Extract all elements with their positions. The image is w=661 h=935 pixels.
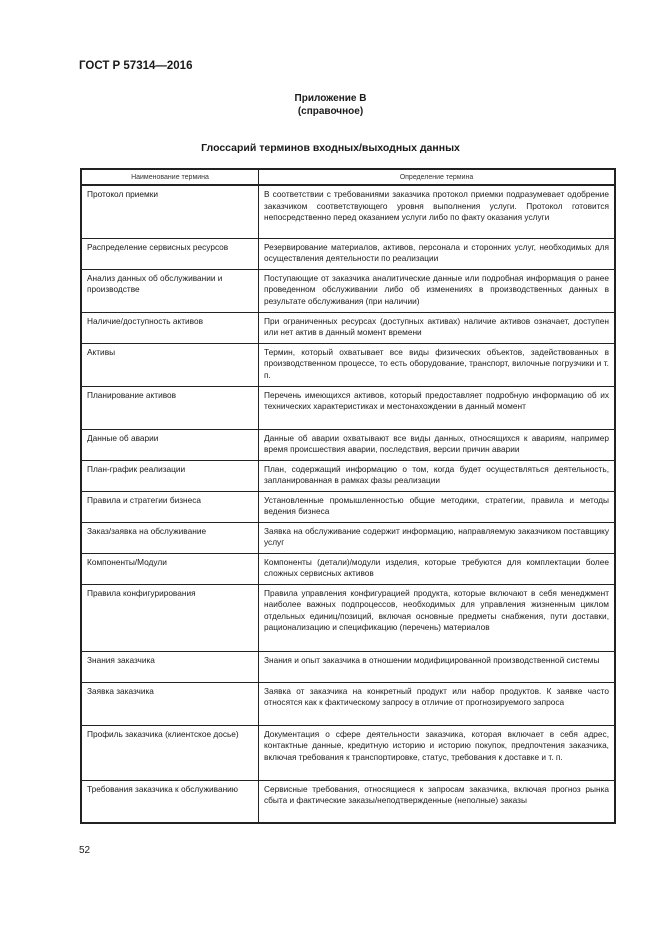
definition-cell: В соответствии с требованиями заказчика протокол приемки подразумевает одобрение заказчиком соответствующего уровня выполнения услуги. Протокол готовится непосредственно перед оказанием услуги либо по факту оказания услуги xyxy=(259,185,616,238)
glossary-title: Глоссарий терминов входных/выходных данных xyxy=(201,142,460,154)
table-row xyxy=(81,185,615,238)
definition-cell: Заявка от заказчика на конкретный продукт или набор продуктов. К заявке часто относятся как к фактическому запросу в отличие от прогнозируемого запроса xyxy=(259,682,616,725)
term-cell: Активы xyxy=(81,343,259,386)
definition-cell: Заявка на обслуживание содержит информацию, направляемую заказчиком поставщику услуг xyxy=(259,522,616,553)
term-cell: Наличие/доступность активов xyxy=(81,312,259,343)
definition-cell: Компоненты (детали)/модули изделия, которые требуются для комплектации более сложных сервисных активов xyxy=(259,553,616,584)
table-row xyxy=(81,725,615,780)
term-cell: Заявка заказчика xyxy=(81,682,259,725)
table-row xyxy=(81,343,615,386)
table-row xyxy=(81,312,615,343)
column-header-definition: Определение термина xyxy=(259,169,616,185)
term-cell: Данные об аварии xyxy=(81,429,259,460)
table-row xyxy=(81,682,615,725)
term-cell: План-график реализации xyxy=(81,460,259,491)
definition-cell: Поступающие от заказчика аналитические данные или подробная информация о ранее проведенном обслуживании либо об изменениях в производственных данных в результате обслуживания (при наличии) xyxy=(259,269,616,312)
term-cell: Профиль заказчика (клиентское досье) xyxy=(81,725,259,780)
table-row xyxy=(81,651,615,682)
appendix-subtitle: (справочное) xyxy=(297,106,364,117)
table-row xyxy=(81,780,615,823)
definition-cell: Знания и опыт заказчика в отношении модифицированной производственной системы xyxy=(259,651,616,682)
appendix-title: Приложение В xyxy=(294,93,367,104)
term-cell: Знания заказчика xyxy=(81,651,259,682)
term-cell: Правила конфигурирования xyxy=(81,584,259,651)
definition-cell: Установленные промышленностью общие методики, стратегии, правила и методы ведения бизнеса xyxy=(259,491,616,522)
table-row xyxy=(81,491,615,522)
definition-cell: Документация о сфере деятельности заказчика, которая включает в себя адрес, контактные данные, кредитную историю и историю покупок, предпочтения заказчика, включая требования к транспортировке, статус, требования к доставке и т. п. xyxy=(259,725,616,780)
table-header-row xyxy=(81,169,615,185)
term-cell: Требования заказчика к обслуживанию xyxy=(81,780,259,823)
term-cell: Распределение сервисных ресурсов xyxy=(81,238,259,269)
definition-cell: Термин, который охватывает все виды физических объектов, задействованных в производственном процессе, то есть оборудование, транспорт, вилочные погрузчики и т. п. xyxy=(259,343,616,386)
definition-cell: Правила управления конфигурацией продукта, которые включают в себя менеджмент наиболее важных подпроцессов, необходимых для управления жизненным циклом отдельных единиц/позиций, включая основные предметы снабжения, пути доставки, рационализацию и спецификацию (перечень) материалов xyxy=(259,584,616,651)
table-row xyxy=(81,460,615,491)
document-code: ГОСТ Р 57314—2016 xyxy=(79,60,193,72)
table-row xyxy=(81,386,615,429)
definition-cell: Данные об аварии охватывают все виды данных, относящихся к авариям, например время происшествия аварии, последствия, версии причин аварии xyxy=(259,429,616,460)
table-row xyxy=(81,269,615,312)
page-number: 52 xyxy=(79,845,91,856)
definition-cell: При ограниченных ресурсах (доступных активах) наличие активов означает, доступен или нет актив в данный момент времени xyxy=(259,312,616,343)
definition-cell: Резервирование материалов, активов, персонала и сторонних услуг, необходимых для осуществления деятельности по реализации xyxy=(259,238,616,269)
term-cell: Компоненты/Модули xyxy=(81,553,259,584)
term-cell: Правила и стратегии бизнеса xyxy=(81,491,259,522)
table-row xyxy=(81,429,615,460)
definition-cell: Сервисные требования, относящиеся к запросам заказчика, включая прогноз рынка сбыта и фактические заказы/неподтвержденные (неполные) заказы xyxy=(259,780,616,823)
term-cell: Заказ/заявка на обслуживание xyxy=(81,522,259,553)
definition-cell: Перечень имеющихся активов, который предоставляет подробную информацию об их технических характеристиках и местонахождении в данный момент xyxy=(259,386,616,429)
table-row xyxy=(81,522,615,553)
column-header-term: Наименование термина xyxy=(81,169,259,185)
table-row xyxy=(81,553,615,584)
table-row xyxy=(81,238,615,269)
definition-cell: План, содержащий информацию о том, когда будет осуществляться деятельность, запланированная в рамках фазы реализации xyxy=(259,460,616,491)
glossary-table xyxy=(80,168,616,824)
term-cell: Анализ данных об обслуживании и производстве xyxy=(81,269,259,312)
term-cell: Планирование активов xyxy=(81,386,259,429)
table-row xyxy=(81,584,615,651)
appendix-heading xyxy=(0,92,661,118)
term-cell: Протокол приемки xyxy=(81,185,259,238)
